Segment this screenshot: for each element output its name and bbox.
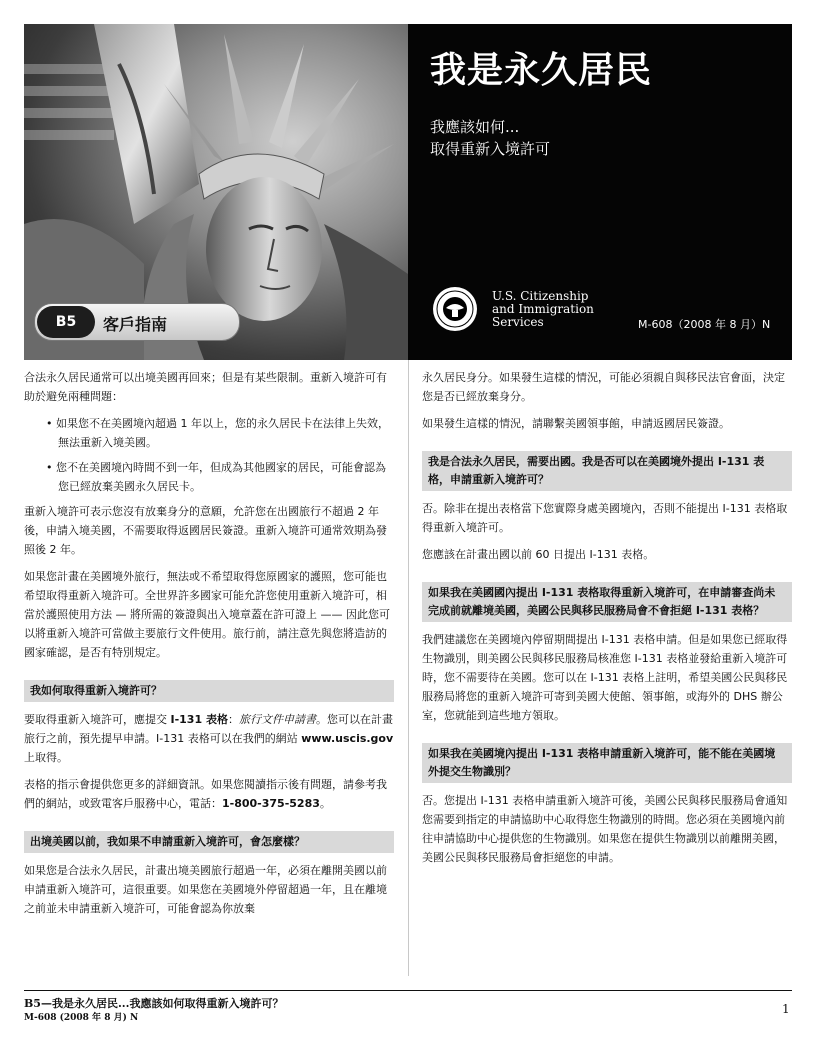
dhs-seal-icon	[432, 286, 478, 332]
footer-form-code: M-608 (2008 年 8 月) N	[24, 1013, 139, 1023]
paragraph: 您應該在計畫出國以前 60 日提出 I-131 表格。	[422, 548, 655, 561]
form-code: M-608（2008 年 8 月）N	[638, 318, 771, 331]
bullet-item: • 您不在美國境內時間不到一年，但成為其他國家的居民，可能會認為您已經放棄美國永久居民卡。	[46, 461, 386, 493]
form-name: I-131 表格	[170, 713, 228, 726]
agency-line-1: U.S. Citizenship	[492, 289, 589, 303]
left-column	[24, 368, 394, 926]
section-heading: 出境美國以前，我如果不申請重新入境許可，會怎麼樣？	[24, 831, 394, 853]
right-column	[422, 368, 792, 875]
title-panel	[408, 24, 792, 360]
paragraph: 如果發生這樣的情況，請聯繫美國領事館，申請返國居民簽證。	[422, 417, 730, 430]
bullet-text: 如果您不在美國境內超過 1 年以上，您的永久居民卡在法律上失效，無法重新入境美國。	[56, 417, 389, 449]
column-divider	[408, 360, 409, 976]
page-number: 1	[782, 1002, 790, 1016]
paragraph: 我們建議您在美國境內停留期間提出 I-131 表格申請。但是如果您已經取得生物識別，則美國公民與移民服務局核准您 I-131 表格並發給重新入境許可時，您不需要待在美國。您可以在 I-131 表格上註明，希望美國公民與移民服務局將您的重新入境許可寄到美國大使館、領事館，或海外的 DHS 辦公室，您就能到這些地方領取。	[422, 633, 788, 722]
section-heading: 我如何取得重新入境許可？	[24, 680, 394, 702]
bullet-text: 您不在美國境內時間不到一年，但成為其他國家的居民，可能會認為您已經放棄美國永久居民卡。	[56, 461, 386, 493]
badge-label: 客戶指南	[103, 315, 168, 334]
website-link[interactable]: www.uscis.gov	[301, 732, 394, 745]
paragraph: 否。除非在提出表格當下您實際身處美國境內，否則不能提出 I-131 表格取得重新入境許可。	[422, 502, 788, 534]
section-heading: 如果我在美國國內提出 I-131 表格取得重新入境許可，在申請審查尚未完成前就離境美國，美國公民與移民服務局會不會拒絕 I-131 表格？	[422, 582, 792, 622]
text: 表格的指示會提供您更多的詳細資訊。如果您閱讀指示後有問題，請參考我們的網站，或致電客戶服務中心，電話：	[24, 778, 387, 810]
agency-name	[492, 290, 594, 329]
footer-title: B5—我是永久居民...我應該如何取得重新入境許可？	[24, 997, 284, 1010]
paragraph: 如果您計畫在美國境外旅行，無法或不希望取得您原國家的護照，您可能也希望取得重新入境許可。全世界許多國家可能允許您使用重新入境許可，相當於護照使用方法 — 將所需的簽證與出入境章蓋在許可證上 —— 因此您可以將重新入境許可當做主要旅行文件使用。旅行前，請注意先與您將造訪的國家確認，是否有特別規定。	[24, 570, 390, 659]
paragraph	[24, 710, 394, 767]
document-badge	[34, 303, 240, 341]
section-heading: 我是合法永久居民，需要出國。我是否可以在美國境外提出 I-131 表格，申請重新入境許可？	[422, 451, 792, 491]
paragraph: 否。您提出 I-131 表格申請重新入境許可後，美國公民與移民服務局會通知您需要到指定的申請協助中心取得您生物識別的時間。您必須在美國境內前往申請協助中心提供您的生物識別。如果您在提供生物識別以前離開美國，美國公民與移民服務局會拒絕您的申請。	[422, 794, 788, 864]
text: ：	[227, 713, 239, 726]
paragraph: 永久居民身分。如果發生這樣的情況，可能必須親自與移民法官會面，決定您是否已經放棄身分。	[422, 371, 785, 403]
form-title: 旅行文件申請書	[238, 713, 316, 726]
subtitle-line-2: 取得重新入境許可	[430, 140, 551, 158]
phone-number: 1-800-375-5283	[222, 797, 320, 810]
page-subtitle	[430, 116, 550, 160]
paragraph	[24, 775, 394, 813]
section-heading: 如果我在美國境內提出 I-131 表格申請重新入境許可，能不能在美國境外提交生物識別？	[422, 743, 792, 783]
footer-rule	[24, 990, 792, 991]
agency-line-3: Services	[492, 315, 544, 329]
page-title: 我是永久居民	[430, 50, 653, 91]
paragraph: 如果您是合法永久居民，計畫出境美國旅行超過一年，必須在離開美國以前申請重新入境許可，這很重要。如果您在美國境外停留超過一年，且在離境之前並未申請重新入境許可，可能會認為你放棄	[24, 864, 387, 915]
badge-code: B5	[37, 306, 95, 338]
bullet-item: • 如果您不在美國境內超過 1 年以上，您的永久居民卡在法律上失效，無法重新入境美國。	[46, 417, 389, 449]
text: 。您可以在計畫旅行之前，預先提早申請。I-131 表格可以在我們的網站	[24, 713, 393, 745]
paragraph: 重新入境許可表示您沒有放棄身分的意願，允許您在出國旅行不超過 2 年後，申請入境美國，不需要取得返國居民簽證。重新入境許可通常效期為發照後 2 年。	[24, 505, 387, 556]
text: 。	[319, 797, 331, 810]
agency-line-2: and Immigration	[492, 302, 594, 316]
text: 要取得重新入境許可，應提交	[24, 713, 171, 726]
text: 上取得。	[24, 751, 68, 764]
subtitle-line-1: 我應該如何...	[430, 118, 520, 136]
intro-paragraph: 合法永久居民通常可以出境美國再回來；但是有某些限制。重新入境許可有助於避免兩種問題：	[24, 371, 387, 403]
